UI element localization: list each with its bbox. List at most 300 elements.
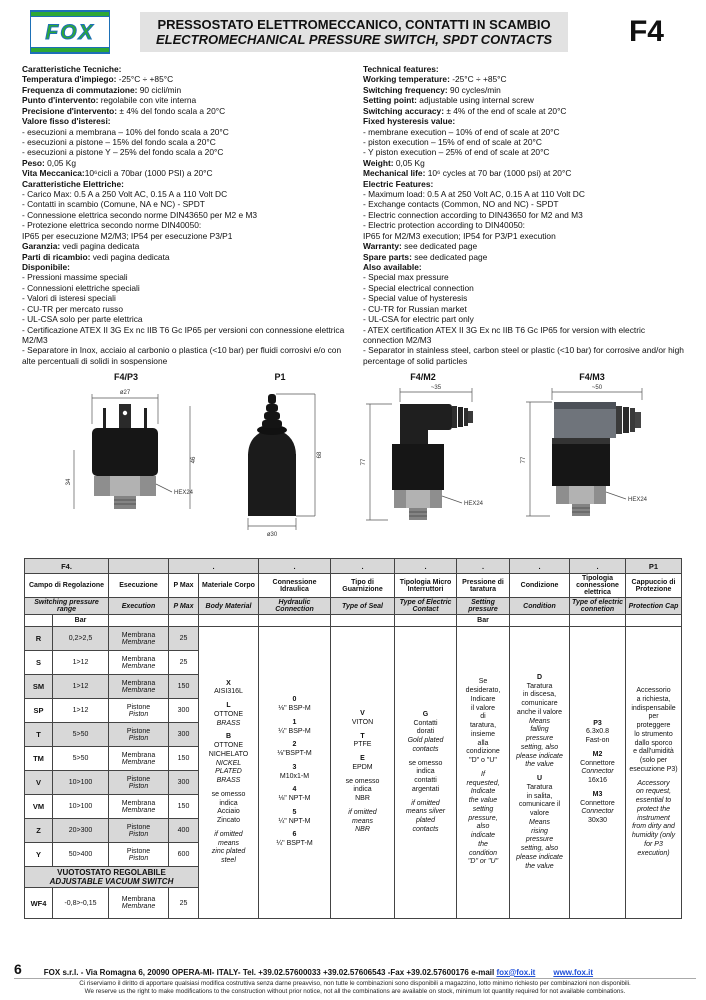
hex24-label: HEX24 [628, 497, 648, 504]
range-code: R [25, 627, 53, 651]
option-line: desiderato, [465, 687, 501, 695]
spec-line: Setting point: adjustable using internal screw [363, 95, 534, 106]
logo-text: FOX [45, 20, 95, 44]
empty-cell [259, 615, 331, 627]
col-header: Type of Electric Contact [395, 598, 457, 615]
title-italian: PRESSOSTATO ELETTROMECCANICO, CONTATTI IN SCAMBIO [157, 17, 551, 32]
option-line: condition [468, 849, 498, 857]
dim-height-68-label: 68 [317, 451, 323, 459]
figure-f4m3 [506, 372, 678, 552]
option-line: on request, [635, 788, 672, 796]
empty-cell [510, 615, 570, 627]
hex24-label: HEX24 [174, 490, 194, 497]
pmax-value: 400 [169, 819, 199, 843]
page-footer [0, 959, 706, 1000]
page-number: 6 [14, 960, 22, 977]
code-dot-cell: . [169, 559, 259, 574]
spec-line: - piston execution – 15% of end of scale at 20°C [363, 136, 542, 147]
range-code: S [25, 651, 53, 675]
option-line: in discesa, [522, 691, 557, 699]
dimension-drawings [0, 366, 706, 552]
option-line: 6.3x0.8 [586, 728, 609, 736]
range-code: WF4 [25, 888, 53, 919]
option-line: ⅛" NPT-M [278, 795, 311, 803]
option-line: 16x16 [587, 777, 608, 785]
spec-line: - Certificazione ATEX II 3G Ex nc IIB T6 Gc IP65 per versioni con connessione elettrica M2/M3 [22, 324, 345, 345]
spec-line: - Separator in stainless steel, carbon steel or plastic (<10 bar) for corrosive and/or high percentage of solid particles [363, 345, 684, 366]
range-value: 20>300 [53, 819, 109, 843]
spec-line: - esecuzioni a pistone – 15% del fondo scala a 20°C [22, 136, 216, 147]
spec-line: - Valori di isteresi speciali [22, 293, 116, 304]
spec-line: Temperatura d'impiego: -25°C ÷ +85°C [22, 74, 174, 85]
option-line: BRASS [216, 719, 241, 727]
code-dot-cell: . [510, 559, 570, 574]
range-code: Z [25, 819, 53, 843]
code-blank-cell [109, 559, 169, 574]
option-line: If [481, 770, 485, 778]
option-line: NBR [355, 795, 370, 803]
spec-line: Switching accuracy: ± 4% of the end of scale at 20°C [363, 105, 567, 116]
note-english: We reserve us the right to make modifications to the construction without prior notice, not all the combinations are available on stock, minimum lot quantity required for not available combinations. [84, 987, 626, 995]
spec-line: - Exchange contacts (Common, NO and NC) - SPDT [363, 199, 559, 210]
empty-cell [199, 615, 259, 627]
option-line: se omesso [345, 777, 380, 785]
range-code: TM [25, 747, 53, 771]
spec-line: - Special max pressure [363, 272, 449, 283]
execution-cell: Pistone Piston [109, 843, 169, 867]
option-line: falling [530, 726, 549, 734]
option-line: 0 [292, 696, 297, 704]
spec-line: Caratteristiche Elettriche: [22, 178, 124, 189]
option-line: the value [525, 761, 554, 769]
spec-line: IP65 per esecuzione M2/M3; IP54 per esecuzione P3/P1 [22, 230, 233, 241]
option-line: contatti [414, 777, 437, 785]
option-line: Indicate [470, 788, 496, 796]
option-line: rising [531, 827, 548, 835]
option-line: indica [353, 786, 372, 794]
option-line: the value [468, 797, 498, 805]
execution-cell: Pistone Piston [109, 771, 169, 795]
col-header: Setting pressure [457, 598, 510, 615]
option-line: Contatti [413, 719, 438, 727]
option-line: e dall'umidità [633, 748, 674, 756]
option-line: "D" o "U" [469, 757, 497, 765]
option-line: setting, also [520, 845, 559, 853]
p1-drawing [220, 382, 340, 542]
option-line: indica [219, 799, 238, 807]
option-line: di [480, 713, 486, 721]
range-code: Y [25, 843, 53, 867]
spec-line: - Protezione elettrica secondo norme DIN40050: [22, 220, 202, 231]
figure-label: P1 [274, 372, 286, 383]
table-row [25, 627, 682, 651]
option-line: 1 [292, 718, 297, 726]
f4m3-drawing [506, 382, 678, 542]
spec-line: - CU-TR per mercato russo [22, 303, 123, 314]
pmax-value: 150 [169, 747, 199, 771]
option-line: BRASS [216, 777, 241, 785]
option-line: D [536, 673, 543, 681]
col-electric-connection [570, 627, 626, 919]
spec-line: - UL-CSA solo per parte elettrica [22, 314, 143, 325]
col-header: Tipo di Guarnizione [331, 574, 395, 598]
spec-line: Warranty: see dedicated page [363, 241, 478, 252]
option-line: se omesso [211, 790, 246, 798]
spec-line: Vita Meccanica:10⁶cicli a 70bar (1000 PSI) a 20°C [22, 168, 213, 179]
pmax-value: 25 [169, 888, 199, 919]
option-line: 30x30 [587, 817, 608, 825]
option-line: humidity (only [631, 832, 676, 840]
note-italian: Ci riserviamo il diritto di apportare qualsiasi modifica costruttiva senza darne preavviso, non tutte le combinazioni sono disponibili a magazzino, lotto minimo richiesto per combinazioni non disponibili. [79, 979, 631, 987]
col-protection-cap [626, 627, 682, 919]
option-line: ⅛" BSP-M [278, 705, 311, 713]
option-line: M2 [592, 750, 603, 758]
col-header: Execution [109, 598, 169, 615]
spec-line: - Pressioni massime speciali [22, 272, 128, 283]
option-line: P3 [593, 719, 602, 727]
spec-line: - UL-CSA for electric part only [363, 314, 474, 325]
range-value: 5>50 [53, 723, 109, 747]
option-line: means [351, 817, 373, 825]
pmax-value: 300 [169, 723, 199, 747]
option-line: G [422, 710, 429, 718]
execution-cell: Membrana Membrane [109, 651, 169, 675]
spec-line: Punto d'intervento: regolabile con vite interna [22, 95, 197, 106]
spec-line: IP65 for M2/M3 execution; IP54 for P3/P1 execution [363, 230, 556, 241]
option-line: if omitted [411, 799, 440, 807]
address-row [14, 961, 696, 979]
execution-cell: Pistone Piston [109, 723, 169, 747]
execution-cell: Membrana Membrane [109, 888, 169, 919]
option-line: NICHELATO [208, 750, 249, 758]
option-line: L [226, 702, 231, 710]
logo-bar-top [31, 11, 109, 17]
option-line: Accessory [637, 779, 670, 787]
option-line: AISI316L [214, 688, 243, 696]
code-dot-cell: . [457, 559, 510, 574]
spec-line: - Special electrical connection [363, 282, 474, 293]
dim-width-50-label: ~50 [591, 385, 603, 392]
spec-line: Also available: [363, 262, 422, 273]
option-line: ⅛"BSPT-M [277, 750, 312, 758]
col-header: Body Material [199, 598, 259, 615]
execution-cell: Pistone Piston [109, 699, 169, 723]
dim-diameter-30-label: ø30 [266, 532, 278, 539]
col-header: Tipologia connessione elettrica [570, 574, 626, 598]
unit-bar-cell: Bar [457, 615, 510, 627]
option-line: lo strumento [634, 730, 673, 738]
range-value: 10>100 [53, 795, 109, 819]
option-line: VITON [351, 718, 374, 726]
option-line: in salita, [526, 792, 553, 800]
header-row-italian [25, 574, 682, 598]
title-english: ELECTROMECHANICAL PRESSURE SWITCH, SPDT CONTACTS [156, 32, 553, 47]
figure-f4p3 [40, 372, 212, 552]
execution-cell: Pistone Piston [109, 819, 169, 843]
pmax-value: 25 [169, 627, 199, 651]
option-line: if omitted [348, 808, 377, 816]
option-line: valore [529, 810, 550, 818]
range-value: 0,2>2,5 [53, 627, 109, 651]
option-line: per [648, 713, 659, 721]
option-line: OTTONE [213, 710, 244, 718]
pmax-value: 300 [169, 771, 199, 795]
col-electric-contact [395, 627, 457, 919]
col-header: Materiale Corpo [199, 574, 259, 598]
col-hydraulic-connection [259, 627, 331, 919]
company-address [44, 968, 593, 977]
spec-line: Technical features: [363, 64, 439, 74]
option-line: 3 [292, 763, 297, 771]
option-line: OTTONE [213, 742, 244, 750]
spec-line: - esecuzioni a membrana – 10% del fondo scala a 20°C [22, 126, 229, 137]
range-value: 50>400 [53, 843, 109, 867]
spec-line: Spare parts: see dedicated page [363, 251, 488, 262]
option-line: execution) [637, 849, 670, 857]
spec-line: Parti di ricambio: vedi pagina dedicata [22, 251, 170, 262]
option-line: proteggere [636, 722, 671, 730]
option-line: Connector [581, 808, 614, 816]
option-line: from dirty and [632, 823, 675, 831]
col-header: Type of electric connetion [570, 598, 626, 615]
spec-line: Valore fisso d'isteresi: [22, 116, 111, 127]
page-header [0, 0, 706, 56]
option-line: Connettore [580, 799, 615, 807]
spec-line: Disponibile: [22, 262, 70, 273]
pmax-value: 150 [169, 675, 199, 699]
f4p3-drawing [40, 382, 212, 542]
option-line: (solo per [639, 757, 668, 765]
option-line: anche il valore [516, 708, 563, 716]
range-code: V [25, 771, 53, 795]
option-line: ¼" NPT-M [278, 817, 311, 825]
option-line: essential to [635, 797, 672, 805]
col-header: Hydraulic Connection [259, 598, 331, 615]
website-link[interactable]: www.fox.it [553, 967, 594, 977]
spec-line: Working temperature: -25°C ÷ +85°C [363, 74, 507, 85]
option-line: pressure [525, 836, 554, 844]
col-seal-type [331, 627, 395, 919]
dim-height-34-label: 34 [66, 478, 72, 486]
range-value: 1>12 [53, 651, 109, 675]
option-line: contacts [412, 825, 439, 833]
option-line: dallo sporco [634, 739, 673, 747]
spec-line: Precisione d'intervento: ± 4% del fondo scala a 20°C [22, 105, 226, 116]
col-header: Tipologia Micro Interruttori [395, 574, 457, 598]
option-line: T [360, 732, 365, 740]
option-line: means [217, 839, 239, 847]
model-code: F4 [628, 15, 664, 48]
option-line: 5 [292, 808, 297, 816]
code-prefix-cell: F4. [25, 559, 109, 574]
option-line: pressure, [468, 814, 498, 822]
execution-cell: Membrana Membrane [109, 675, 169, 699]
option-line: argentati [411, 785, 440, 793]
option-line: 4 [292, 786, 297, 794]
spec-line: - Electric connection according to DIN43650 for M2 and M3 [363, 209, 583, 220]
range-value: -0,8>-0,15 [53, 888, 109, 919]
figure-p1 [220, 372, 340, 552]
col-condition [510, 627, 570, 919]
option-line: pressure [525, 735, 554, 743]
logo-bar-bottom [31, 47, 109, 53]
option-line: 6 [292, 831, 297, 839]
dim-height-77-label: 77 [521, 456, 527, 464]
code-dot-cell: . [570, 559, 626, 574]
range-code: SP [25, 699, 53, 723]
spec-column-english [363, 64, 686, 366]
figure-label: F4/M2 [410, 372, 436, 383]
option-line: Connector [581, 768, 614, 776]
execution-cell: Membrana Membrane [109, 627, 169, 651]
spec-line: - Separatore in Inox, acciaio al carbonio o plastica (<10 bar) per fluidi corrosivi e/o con alte percentuali di solidi in sospensione [22, 345, 342, 366]
option-line: Taratura [526, 783, 553, 791]
ordering-code-table [24, 558, 682, 919]
title-box [140, 12, 568, 52]
option-line: please indicate [516, 752, 563, 760]
option-line: comunicare [521, 700, 558, 708]
empty-cell [25, 615, 53, 627]
option-line: NICKEL [215, 759, 242, 767]
option-line: M10x1-M [279, 772, 310, 780]
range-value: 5>50 [53, 747, 109, 771]
range-code: VM [25, 795, 53, 819]
execution-cell: Membrana Membrane [109, 747, 169, 771]
spec-line: - Maximum load: 0.5 A at 250 Volt AC, 0.15 A at 110 Volt DC [363, 189, 585, 200]
spec-line: Electric Features: [363, 178, 434, 189]
option-line: please indicate [516, 853, 563, 861]
range-value: 1>12 [53, 699, 109, 723]
code-dot-cell: . [259, 559, 331, 574]
option-line: also [476, 823, 490, 831]
option-line: insieme [470, 730, 496, 738]
spec-line: Weight: 0,05 Kg [363, 157, 425, 168]
option-line: indicate [470, 832, 496, 840]
spec-line: - CU-TR for Russian market [363, 303, 467, 314]
col-header: Switching pressure range [25, 598, 109, 615]
option-line: X [226, 679, 231, 687]
option-line: the [478, 840, 488, 848]
spec-line: Switching frequency: 90 cycles/min [363, 84, 501, 95]
option-line: zinc plated [211, 848, 246, 856]
code-dot-cell: . [331, 559, 395, 574]
option-line: PTFE [353, 741, 372, 749]
range-code: T [25, 723, 53, 747]
col-header: Cappuccio di Protezione [626, 574, 682, 598]
col-setting-pressure [457, 627, 510, 919]
option-line: Zincato [217, 817, 240, 825]
option-line: Gold plated [407, 737, 444, 745]
option-line: Accessorio [636, 687, 671, 695]
figure-label: F4/P3 [113, 372, 138, 383]
option-line: "D" or "U" [467, 858, 499, 866]
spec-line: - ATEX certification ATEX II 3G Ex nc IIB T6 Gc IP65 for version with electric connection M2/M3 [363, 324, 646, 345]
execution-cell: Membrana Membrane [109, 795, 169, 819]
range-value: 10>100 [53, 771, 109, 795]
option-line: taratura, [469, 722, 497, 730]
option-line: a richiesta, [636, 695, 671, 703]
spec-column-italian [22, 64, 345, 366]
empty-cell [395, 615, 457, 627]
option-line: ¼" BSP-M [278, 727, 311, 735]
option-line: setting, also [520, 743, 559, 751]
code-suffix-cell: P1 [626, 559, 682, 574]
empty-cell [109, 615, 169, 627]
option-line: se omesso [408, 759, 443, 767]
col-header: Connessione Idraulica [259, 574, 331, 598]
spec-section [0, 56, 706, 366]
option-line: dorati [416, 728, 435, 736]
option-line: Se [478, 678, 488, 686]
spec-line: - esecuzioni a pistone Y – 25% del fondo scala a 20°C [22, 147, 224, 158]
fox-logo [30, 10, 110, 54]
dim-height-46-label: 46 [191, 456, 197, 464]
option-line: indica [416, 768, 435, 776]
option-line: contacts [412, 745, 439, 753]
dim-width-35-label: ~35 [430, 385, 442, 392]
unit-row [25, 615, 682, 627]
dim-diameter-label: ø27 [119, 390, 131, 397]
pmax-value: 300 [169, 699, 199, 723]
col-header: Type of Seal [331, 598, 395, 615]
vacuum-switch-banner: VUOTOSTATO REGOLABILE ADJUSTABLE VACUUM SWITCH [25, 867, 199, 888]
unit-bar-cell: Bar [53, 615, 109, 627]
spec-line: Garanzia: vedi pagina dedicata [22, 241, 140, 252]
col-header: Condition [510, 598, 570, 615]
option-line: B [225, 733, 232, 741]
option-line: protect the [636, 805, 671, 813]
option-line: means silver [405, 808, 446, 816]
option-line: alla [477, 739, 489, 747]
option-line: Acciaio [217, 808, 240, 816]
option-line: 2 [292, 741, 297, 749]
address-text: FOX s.r.l. - Via Romagna 6, 20090 OPERA-MI- ITALY- Tel. +39.02.57600033 +39.02.57606543 -Fax +39.02.57600176 e-mail [43, 967, 497, 977]
spec-line: - Connessione elettrica secondo norme DIN43650 per M2 e M3 [22, 209, 258, 220]
pmax-value: 150 [169, 795, 199, 819]
col-header: P Max [169, 574, 199, 598]
spec-line: Peso: 0,05 Kg [22, 157, 77, 168]
email-link[interactable]: fox@fox.it [496, 967, 536, 977]
option-line: U [536, 775, 543, 783]
hex24-label: HEX24 [464, 501, 484, 508]
legal-notes [14, 980, 696, 996]
code-row [25, 559, 682, 574]
option-line: M3 [592, 790, 603, 798]
spec-line: - Connessioni elettriche speciali [22, 282, 140, 293]
dim-height-77-label: 77 [361, 458, 367, 466]
col-header: Condizione [510, 574, 570, 598]
option-line: E [360, 755, 365, 763]
spec-line: - membrane execution – 10% of end of scale at 20°C [363, 126, 560, 137]
range-code: SM [25, 675, 53, 699]
col-header: Campo di Regolazione [25, 574, 109, 598]
option-line: Fast-on [585, 737, 610, 745]
option-line: Connettore [580, 759, 615, 767]
option-line: requested, [466, 779, 500, 787]
option-line: esecuzione P3) [629, 765, 678, 773]
option-line: for P3 [644, 840, 663, 848]
pmax-value: 600 [169, 843, 199, 867]
spec-line: - Special value of hysteresis [363, 293, 468, 304]
option-line: steel [221, 857, 236, 865]
spec-line: - Electric protection according to DIN40050: [363, 220, 525, 231]
empty-cell [169, 615, 199, 627]
spec-line: Fixed hysteresis value: [363, 116, 456, 127]
option-line: il valore [470, 704, 496, 712]
option-line: plated [415, 817, 436, 825]
col-header: Esecuzione [109, 574, 169, 598]
f4m2-drawing [348, 382, 498, 542]
